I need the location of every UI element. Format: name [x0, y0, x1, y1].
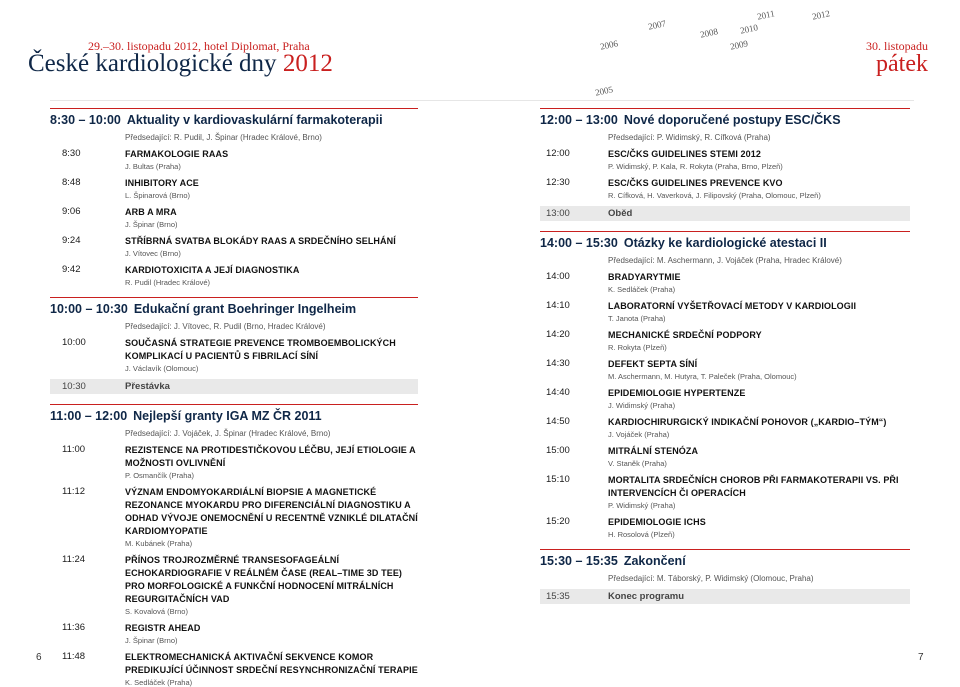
page-number-left: 6: [36, 652, 42, 663]
item-title: MECHANICKÉ SRDEČNÍ PODPORY: [608, 330, 762, 340]
item-author: P. Osmančík (Praha): [125, 471, 195, 480]
chairs: Předsedající: J. Vojáček, J. Špinar (Hradec Králové, Brno): [125, 429, 331, 438]
item-author: R. Pudil (Hradec Králové): [125, 278, 211, 287]
section-title: Edukační grant Boehringer Ingelheim: [133, 302, 357, 316]
item-time: 10:00: [62, 337, 86, 348]
item-author: J. Widimský (Praha): [608, 401, 676, 410]
program-item: [50, 622, 418, 645]
item-title: KARDIOCHIRURGICKÝ INDIKAČNÍ POHOVOR („KARDIO–TÝM“): [608, 417, 887, 427]
year-2009: 2009: [729, 38, 749, 52]
item-time: 15:00: [546, 445, 570, 456]
section-header: [50, 404, 418, 423]
item-author: S. Kovalová (Brno): [125, 607, 188, 616]
item-author: R. Cífková, H. Vaverková, J. Filipovský (Praha, Olomouc, Plzeň): [608, 191, 821, 200]
left-column: [50, 108, 418, 687]
break-row: [540, 589, 910, 604]
year-2012: 2012: [811, 8, 831, 22]
item-time: 8:48: [62, 177, 81, 188]
item-title: REGISTR AHEAD: [125, 623, 201, 633]
item-time: 12:30: [546, 177, 570, 188]
item-title: EPIDEMIOLOGIE HYPERTENZE: [608, 388, 746, 398]
program-item: [540, 358, 910, 381]
item-author: J. Špinar (Brno): [125, 636, 178, 645]
item-title: ESC/ČKS GUIDELINES STEMI 2012: [608, 149, 761, 159]
item-time: 14:20: [546, 329, 570, 340]
item-author: J. Václavík (Olomouc): [125, 364, 199, 373]
right-column: [540, 108, 910, 604]
break-label: Přestávka: [125, 381, 170, 392]
chairs: Předsedající: J. Vítovec, R. Pudil (Brno, Hradec Králové): [125, 322, 326, 331]
item-time: 11:24: [62, 554, 86, 565]
item-title: PŘÍNOS TROJROZMĚRNÉ TRANSESOFAGEÁLNÍ ECHOKARDIOGRAFIE V REÁLNÉM ČASE (REAL–TIME 3D TEE) PRO MORFOLOGICKÉ A FUNKČNÍ HODNOCENÍ MITRÁLNÍCH REGURGITAČNÍCH VAD: [125, 555, 403, 604]
section-header: [50, 108, 418, 127]
section-title: Nové doporučené postupy ESC/ČKS: [623, 113, 841, 127]
item-time: 9:06: [62, 206, 81, 217]
item-time: 11:36: [62, 622, 86, 633]
item-time: 9:24: [62, 235, 81, 246]
header-day: pátek: [876, 51, 928, 77]
program-item: [50, 444, 418, 480]
title-year: 2012: [282, 50, 333, 77]
section-time: 11:00 – 12:00: [50, 409, 128, 423]
section-header: [540, 231, 910, 250]
item-title: MORTALITA SRDEČNÍCH CHOROB PŘI FARMAKOTERAPII VS. PŘI INTERVENCÍCH ČI OPERACÍCH: [608, 475, 899, 498]
chairs: Předsedající: P. Widimský, R. Cífková (Praha): [608, 133, 771, 142]
item-author: J. Špinar (Brno): [125, 220, 178, 229]
page-number-right: 7: [918, 652, 924, 663]
chairs: Předsedající: R. Pudil, J. Špinar (Hradec Králové, Brno): [125, 133, 322, 142]
item-time: 14:40: [546, 387, 570, 398]
section-time: 14:00 – 15:30: [540, 236, 618, 250]
item-author: J. Vítovec (Brno): [125, 249, 181, 258]
section-title: Nejlepší granty IGA MZ ČR 2011: [133, 409, 322, 423]
item-title: REZISTENCE NA PROTIDESTIČKOVOU LÉČBU, JEJÍ ETIOLOGIE A MOŽNOSTI OVLIVNĚNÍ: [125, 445, 416, 468]
item-author: J. Bultas (Praha): [125, 162, 181, 171]
section-time: 8:30 – 10:00: [50, 113, 121, 127]
item-title: KARDIOTOXICITA A JEJÍ DIAGNOSTIKA: [125, 265, 300, 275]
year-2005: 2005: [594, 84, 614, 98]
year-2011: 2011: [756, 8, 776, 22]
item-time: 14:50: [546, 416, 570, 427]
year-2010: 2010: [739, 22, 759, 36]
item-time: 14:00: [546, 271, 570, 282]
break-time: 13:00: [546, 208, 570, 219]
item-author: J. Vojáček (Praha): [608, 430, 670, 439]
section-header: [50, 297, 418, 316]
program-item: [540, 474, 910, 510]
item-time: 15:10: [546, 474, 570, 485]
section-time: 12:00 – 13:00: [540, 113, 618, 127]
section-title: Aktuality v kardiovaskulární farmakoterapii: [126, 113, 383, 127]
item-title: BRADYARYTMIE: [608, 272, 681, 282]
program-item: [50, 486, 418, 548]
program-item: [540, 300, 910, 323]
program-item: [540, 329, 910, 352]
break-time: 10:30: [62, 381, 86, 392]
program-item: [50, 337, 418, 373]
item-time: 11:48: [62, 651, 86, 662]
section-time: 10:00 – 10:30: [50, 302, 128, 316]
program-item: [50, 651, 418, 687]
item-time: 9:42: [62, 264, 81, 275]
section-title: Otázky ke kardiologické atestaci II: [623, 236, 827, 250]
item-title: STŘÍBRNÁ SVATBA BLOKÁDY RAAS A SRDEČNÍHO SELHÁNÍ: [125, 236, 396, 246]
program-item: [540, 177, 910, 200]
item-author: K. Sedláček (Praha): [125, 678, 193, 687]
item-title: LABORATORNÍ VYŠETŘOVACÍ METODY V KARDIOLOGII: [608, 301, 857, 311]
header-divider: [50, 100, 914, 101]
item-author: M. Kubánek (Praha): [125, 539, 193, 548]
item-title: EPIDEMIOLOGIE ICHS: [608, 517, 706, 527]
header-date-right: 30. listopadu: [866, 39, 928, 53]
program-item: [540, 445, 910, 468]
chairs: Předsedající: M. Aschermann, J. Vojáček (Praha, Hradec Králové): [608, 256, 842, 265]
item-author: P. Widimský, P. Kala, R. Rokyta (Praha, Brno, Plzeň): [608, 162, 783, 171]
item-author: K. Sedláček (Praha): [608, 285, 676, 294]
item-title: INHIBITORY ACE: [125, 178, 199, 188]
item-time: 8:30: [62, 148, 81, 159]
chairs: Předsedající: M. Táborský, P. Widimský (Olomouc, Praha): [608, 574, 814, 583]
header-date-place: 29.–30. listopadu 2012, hotel Diplomat, Praha: [88, 39, 310, 53]
item-title: ESC/ČKS GUIDELINES PREVENCE KVO: [608, 178, 783, 188]
section-title: Zakončení: [623, 554, 686, 568]
section-header: [540, 108, 910, 127]
item-title: DEFEKT SEPTA SÍNÍ: [608, 359, 698, 369]
program-item: [50, 554, 418, 616]
program-item: [50, 264, 418, 287]
item-time: 15:20: [546, 516, 570, 527]
program-item: [50, 148, 418, 171]
break-label: Konec programu: [608, 591, 685, 602]
item-title: ARB A MRA: [125, 207, 177, 217]
program-item: [540, 416, 910, 439]
program-item: [540, 271, 910, 294]
break-row: [540, 206, 910, 221]
item-author: V. Staněk (Praha): [608, 459, 667, 468]
program-item: [50, 235, 418, 258]
program-item: [540, 387, 910, 410]
item-title: VÝZNAM ENDOMYOKARDIÁLNÍ BIOPSIE A MAGNETICKÉ REZONANCE MYOKARDU PRO DIFERENCIÁLNÍ DIAGNOSTIKU A ODHAD VÝVOJE ONEMOCNĚNÍ U RECENTNĚ VZNIKLÉ DILATAČNÍ KARDIOMYOPATIE: [125, 487, 418, 536]
item-author: T. Janota (Praha): [608, 314, 666, 323]
item-time: 11:12: [62, 486, 86, 497]
item-title: SOUČASNÁ STRATEGIE PREVENCE TROMBOEMBOLICKÝCH KOMPLIKACÍ U PACIENTŮ S FIBRILACÍ SÍNÍ: [125, 338, 396, 361]
item-author: P. Widimský (Praha): [608, 501, 676, 510]
break-time: 15:35: [546, 591, 570, 602]
year-2007: 2007: [647, 18, 667, 32]
item-author: H. Rosolová (Plzeň): [608, 530, 675, 539]
item-title: MITRÁLNÍ STENÓZA: [608, 446, 699, 456]
item-author: R. Rokyta (Plzeň): [608, 343, 667, 352]
section-header: [540, 549, 910, 568]
item-time: 12:00: [546, 148, 570, 159]
item-time: 11:00: [62, 444, 86, 455]
item-author: L. Špinarová (Brno): [125, 191, 191, 200]
year-2006: 2006: [599, 38, 619, 52]
item-time: 14:10: [546, 300, 570, 311]
break-row: [50, 379, 418, 394]
section-time: 15:30 – 15:35: [540, 554, 618, 568]
title-text: České kardiologické dny: [28, 50, 277, 77]
item-title: FARMAKOLOGIE RAAS: [125, 149, 229, 159]
item-time: 14:30: [546, 358, 570, 369]
break-label: Oběd: [608, 208, 633, 219]
program-item: [540, 516, 910, 539]
program-item: [540, 148, 910, 171]
page-title: [28, 50, 333, 78]
year-2008: 2008: [699, 26, 719, 40]
program-item: [50, 206, 418, 229]
item-title: ELEKTROMECHANICKÁ AKTIVAČNÍ SEKVENCE KOMOR PREDIKUJÍCÍ ÚČINNOST SRDEČNÍ RESYNCHRONIZAČNÍ TERAPIE: [125, 652, 418, 675]
item-author: M. Aschermann, M. Hutyra, T. Paleček (Praha, Olomouc): [608, 372, 797, 381]
program-item: [50, 177, 418, 200]
